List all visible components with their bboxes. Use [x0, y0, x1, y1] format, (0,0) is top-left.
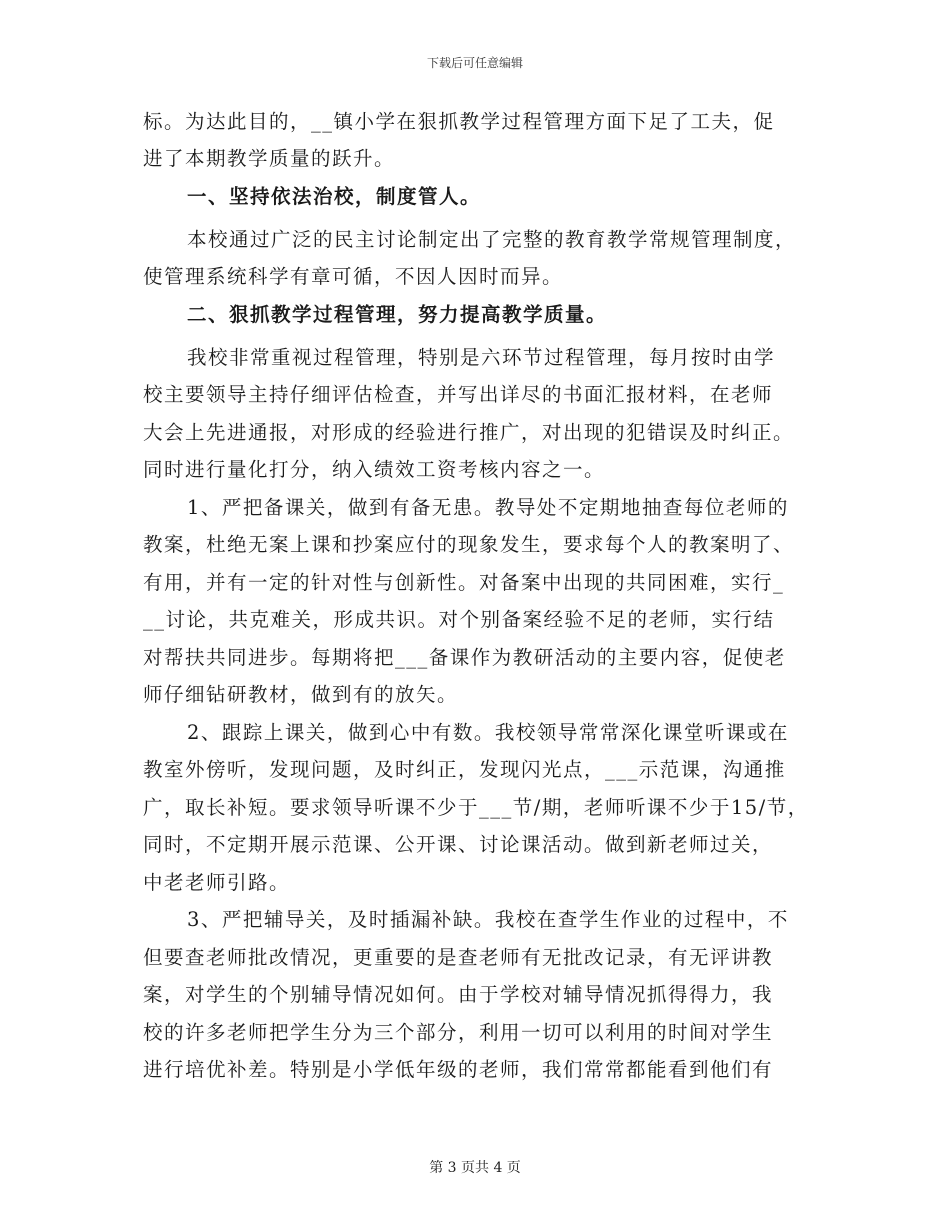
- paragraph-line: 本校通过广泛的民主讨论制定出了完整的教育教学常规管理制度，: [187, 228, 797, 251]
- paragraph-line: 大会上先进通报，对形成的经验进行推广，对出现的犯错误及时纠正。: [143, 421, 795, 444]
- section-heading: 一、坚持依法治校，制度管人。: [187, 185, 482, 208]
- paragraph-line: __讨论，共克难关，形成共识。对个别备案经验不足的老师，实行结: [143, 608, 775, 631]
- paragraph-line: 师仔细钻研教材，做到有的放矢。: [143, 683, 459, 706]
- paragraph-line: 1、严把备课关，做到有备无患。教导处不定期地抽查每位老师的: [187, 496, 789, 519]
- paragraph-line: 校主要领导主持仔细评估检查，并写出详尽的书面汇报材料，在老师: [143, 383, 774, 406]
- paragraph-line: 我校非常重视过程管理，特别是六环节过程管理，每月按时由学: [187, 346, 776, 369]
- paragraph-line: 使管理系统科学有章可循，不因人因时而异。: [143, 265, 564, 288]
- paragraph-line: 教案，杜绝无案上课和抄案应付的现象发生，要求每个人的教案明了、: [143, 533, 795, 556]
- page-footer: 第 3 页共 4 页: [429, 1160, 521, 1176]
- paragraph-line: 同时进行量化打分，纳入绩效工资考核内容之一。: [143, 458, 606, 481]
- paragraph-line: 标。为达此目的，__镇小学在狠抓教学过程管理方面下足了工夫，促: [143, 110, 775, 133]
- paragraph-line: 案，对学生的个别辅导情况如何。由于学校对辅导情况抓得得力，我: [143, 983, 774, 1006]
- paragraph-line: 有用，并有一定的针对性与创新性。对备案中出现的共同困难，实行_: [143, 571, 785, 594]
- page-header: 下载后可任意编辑: [426, 56, 523, 70]
- paragraph-line: 对帮扶共同进步。每期将把___备课作为教研活动的主要内容，促使老: [143, 646, 786, 669]
- paragraph-line: 同时，不定期开展示范课、公开课、讨论课活动。做到新老师过关，: [143, 833, 774, 856]
- paragraph-line: 2、跟踪上课关，做到心中有数。我校领导常常深化课堂听课或在: [187, 721, 789, 744]
- paragraph-line: 进行培优补差。特别是小学低年级的老师，我们常常都能看到他们有: [143, 1058, 774, 1081]
- paragraph-line: 进了本期教学质量的跃升。: [143, 147, 396, 170]
- paragraph-line: 3、严把辅导关，及时插漏补缺。我校在查学生作业的过程中，不: [187, 908, 789, 931]
- paragraph-line: 中老老师引路。: [143, 871, 291, 894]
- paragraph-line: 教室外傍听，发现问题，及时纠正，发现闪光点，___示范课，沟通推: [143, 758, 786, 781]
- paragraph-line: 校的许多老师把学生分为三个部分，利用一切可以利用的时间对学生: [143, 1021, 774, 1044]
- paragraph-line: 但要查老师批改情况，更重要的是查老师有无批改记录，有无评讲教: [143, 946, 774, 969]
- paragraph-line: 广，取长补短。要求领导听课不少于___节/期，老师听课不少于15/节，: [143, 796, 809, 819]
- section-heading: 二、狠抓教学过程管理，努力提高教学质量。: [187, 303, 608, 326]
